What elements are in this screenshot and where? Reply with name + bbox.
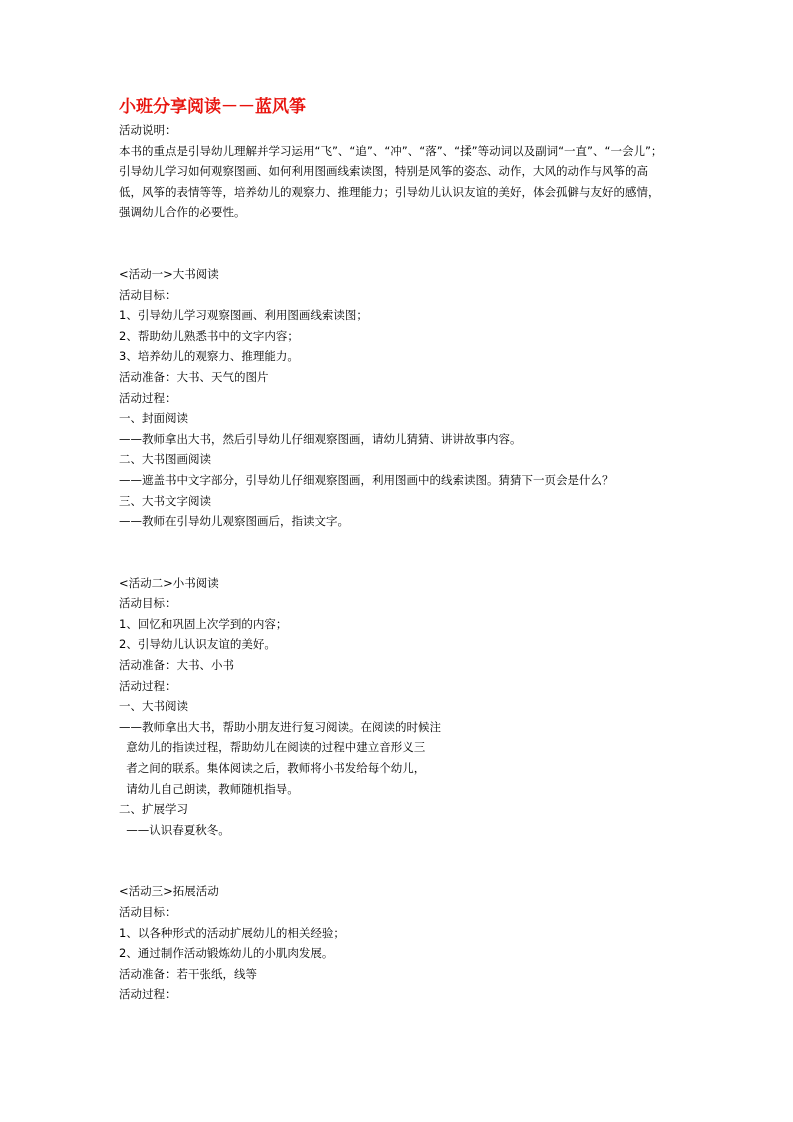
activity2-line: 二、扩展学习 (119, 802, 188, 817)
activity2-line: 2、引导幼儿认识友谊的美好。 (119, 637, 276, 652)
activity1-line: ——教师在引导幼儿观察图画后，指读文字。 (119, 514, 349, 529)
activity3-heading: <活动三>拓展活动 (119, 884, 219, 899)
activity2-line: 活动准备：大书、小书 (119, 658, 234, 673)
activity2-section (119, 573, 689, 841)
section-spacer (119, 840, 689, 881)
activity3-line: 活动目标： (119, 905, 177, 919)
activity2-line: 活动目标： (119, 596, 177, 611)
activity1-line: 一、封面阅读 (119, 411, 188, 426)
activity2-line: 者之间的联系。集体阅读之后，教师将小书发给每个幼儿， (119, 761, 426, 776)
intro-paragraph-line: 强调幼儿合作的必要性。 (119, 205, 246, 220)
activity1-line: 2、帮助幼儿熟悉书中的文字内容； (119, 328, 299, 343)
activity2-line: 请幼儿自己朗读，教师随机指导。 (119, 781, 299, 796)
activity3-line: 活动过程： (119, 987, 177, 1002)
activity2-line: 1、回忆和巩固上次学到的内容； (119, 616, 288, 631)
activity3-line: 1、以各种形式的活动扩展幼儿的相关经验； (119, 925, 345, 940)
activity1-heading: <活动一>大书阅读 (119, 266, 219, 281)
document-title: 小班分享阅读－－蓝风筝 (119, 97, 306, 117)
activity2-line: ——认识春夏秋冬。 (119, 822, 230, 837)
section-spacer (119, 532, 689, 573)
intro-paragraph-line: 低，风筝的表情等等，培养幼儿的观察力、推理能力；引导幼儿认识友谊的美好，体会孤僻与友好的感情， (119, 184, 660, 199)
intro-section (119, 120, 689, 223)
activity1-line: 活动过程： (119, 390, 177, 405)
section-spacer (119, 223, 689, 264)
document-page (119, 94, 689, 1005)
activity1-line: ——遮盖书中文字部分，引导幼儿仔细观察图画，利用图画中的线索读图。猜猜下一页会是什么？ (119, 472, 614, 487)
activity3-line: 2、通过制作活动锻炼幼儿的小肌肉发展。 (119, 946, 334, 961)
intro-paragraph-line: 本书的重点是引导幼儿理解并学习运用“飞”、“追”、“冲”、“落”、“揉”等动词以及副词“一直”、“一会儿”； (119, 143, 663, 158)
activity2-line: ——教师拿出大书，帮助小朋友进行复习阅读。在阅读的时候注 (119, 719, 441, 734)
activity3-line: 活动准备：若干张纸，线等 (119, 966, 257, 981)
activity2-line: 活动过程： (119, 678, 177, 693)
intro-label: 活动说明： (119, 123, 177, 137)
activity2-heading: <活动二>小书阅读 (119, 575, 219, 590)
activity1-section (119, 264, 689, 532)
intro-paragraph-line: 引导幼儿学习如何观察图画、如何利用图画线索读图，特别是风筝的姿态、动作，大风的动作与风筝的高 (119, 164, 648, 179)
activity2-line: 意幼儿的指读过程，帮助幼儿在阅读的过程中建立音形义三 (119, 740, 426, 755)
activity1-line: ——教师拿出大书，然后引导幼儿仔细观察图画，请幼儿猜猜、讲讲故事内容。 (119, 431, 522, 446)
activity3-section (119, 881, 689, 1005)
activity1-line: 活动准备：大书、天气的图片 (119, 369, 269, 384)
activity1-line: 二、大书图画阅读 (119, 452, 211, 467)
activity1-line: 1、引导幼儿学习观察图画、利用图画线索读图； (119, 308, 368, 323)
activity1-line: 三、大书文字阅读 (119, 493, 211, 508)
activity1-line: 3、培养幼儿的观察力、推理能力。 (119, 349, 299, 364)
activity2-line: 一、大书阅读 (119, 699, 188, 714)
activity1-line: 活动目标： (119, 287, 177, 302)
